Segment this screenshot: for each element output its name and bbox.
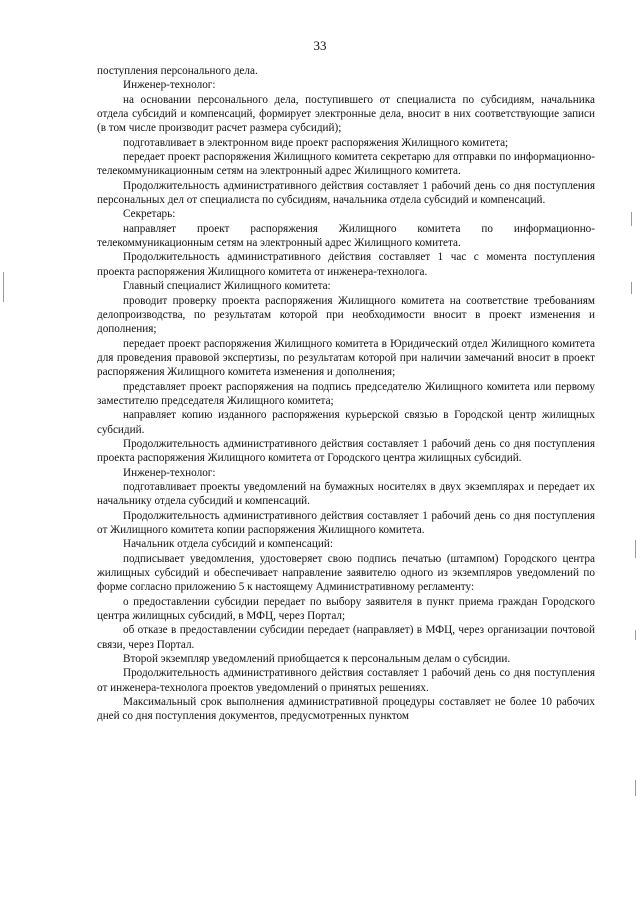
scan-mark <box>631 282 632 294</box>
paragraph: Продолжительность административного действия составляет 1 рабочий день со дня поступления персональных дел от специалиста по субсидиям, начальника отдела субсидий и компенсаций. <box>97 179 595 207</box>
paragraph: об отказе в предоставлении субсидии передает (направляет) в МФЦ, через организации почтовой связи, через Портал. <box>97 624 595 651</box>
paragraph: Инженер-технолог: <box>123 79 216 92</box>
paragraph: Второй экземпляр уведомлений приобщается к персональным делам о субсидии. <box>123 653 511 666</box>
paragraph: проводит проверку проекта распоряжения Жилищного комитета на соответствие требованиям делопроизводства, по результатам которой при необходимости вносит в проект изменения и дополнения; <box>97 294 595 336</box>
paragraph: поступления персонального дела. <box>97 65 258 77</box>
paragraph: направляет копию изданного распоряжения курьерской связью в Городской центр жилищных субсидий. <box>97 409 595 436</box>
scan-mark <box>635 630 636 640</box>
paragraph: Максимальный срок выполнения административной процедуры составляет не более 10 рабочих дней со дня поступления документов, предусмотренных пунктом <box>97 696 595 723</box>
paragraph: Начальник отдела субсидий и компенсаций: <box>123 538 333 551</box>
paragraph: Продолжительность административного действия составляет 1 рабочий день со дня поступления проекта распоряжения Жилищного комитета от Городского центра жилищных субсидий. <box>97 437 595 465</box>
scan-mark <box>635 540 636 558</box>
paragraph: Продолжительность административного действия составляет 1 час с момента поступления проекта распоряжения Жилищного комитета от инженера-технолога. <box>97 251 595 278</box>
scan-mark <box>631 212 632 226</box>
paragraph: подписывает уведомления, удостоверяет свою подпись печатью (штампом) Городского центра жилищных субсидий и обеспечивает направление заявителю одного из экземпляров уведомлений по форме согласно приложению 5 к настоящему Административному регламенту: <box>97 552 595 594</box>
scan-mark <box>635 780 636 796</box>
paragraph: подготавливает в электронном виде проект распоряжения Жилищного комитета; <box>123 136 509 149</box>
paragraph: направляет проект распоряжения Жилищного комитета по информационно-телекоммуникационным сетям на электронный адрес Жилищного комитета. <box>97 222 595 250</box>
paragraph: на основании персонального дела, поступившего от специалиста по субсидиям, начальника отдела субсидий и компенсаций, формирует электронные дела, вносит в них соответствующие записи (в том числе производит расчет размера субсидий); <box>97 93 595 135</box>
paragraph: Главный специалист Жилищного комитета: <box>123 280 331 293</box>
paragraph: передает проект распоряжения Жилищного комитета секретарю для отправки по информационно-телекоммуникационным сетям на электронный адрес Жилищного комитета. <box>97 151 595 178</box>
paragraph: передает проект распоряжения Жилищного комитета в Юридический отдел Жилищного комитета для проведения правовой экспертизы, по результатам которой при наличии замечаний вносит в проект распоряжения Жилищного комитета изменения и дополнения; <box>97 337 595 379</box>
paragraph: Продолжительность административного действия составляет 1 рабочий день со дня поступления от инженера-технолога проектов уведомлений о принятых решениях. <box>97 667 595 694</box>
paragraph: подготавливает проекты уведомлений на бумажных носителях в двух экземплярах и передает их начальнику отдела субсидий и компенсаций. <box>97 480 595 508</box>
scan-mark <box>3 272 4 302</box>
paragraph: представляет проект распоряжения на подпись председателю Жилищного комитета или первому заместителю председателя Жилищного комитета; <box>97 380 595 407</box>
paragraph: о предоставлении субсидии передает по выбору заявителя в пункт приема граждан Городского центра жилищных субсидий, в МФЦ, через Портал; <box>97 595 595 623</box>
page-number: 33 <box>313 38 327 53</box>
paragraph: Продолжительность административного действия составляет 1 рабочий день со дня поступления от Жилищного комитета копии распоряжения Жилищного комитета. <box>97 509 595 536</box>
paragraph: Секретарь: <box>123 208 176 221</box>
paragraph: Инженер-технолог: <box>123 466 216 479</box>
document-body <box>97 64 595 724</box>
